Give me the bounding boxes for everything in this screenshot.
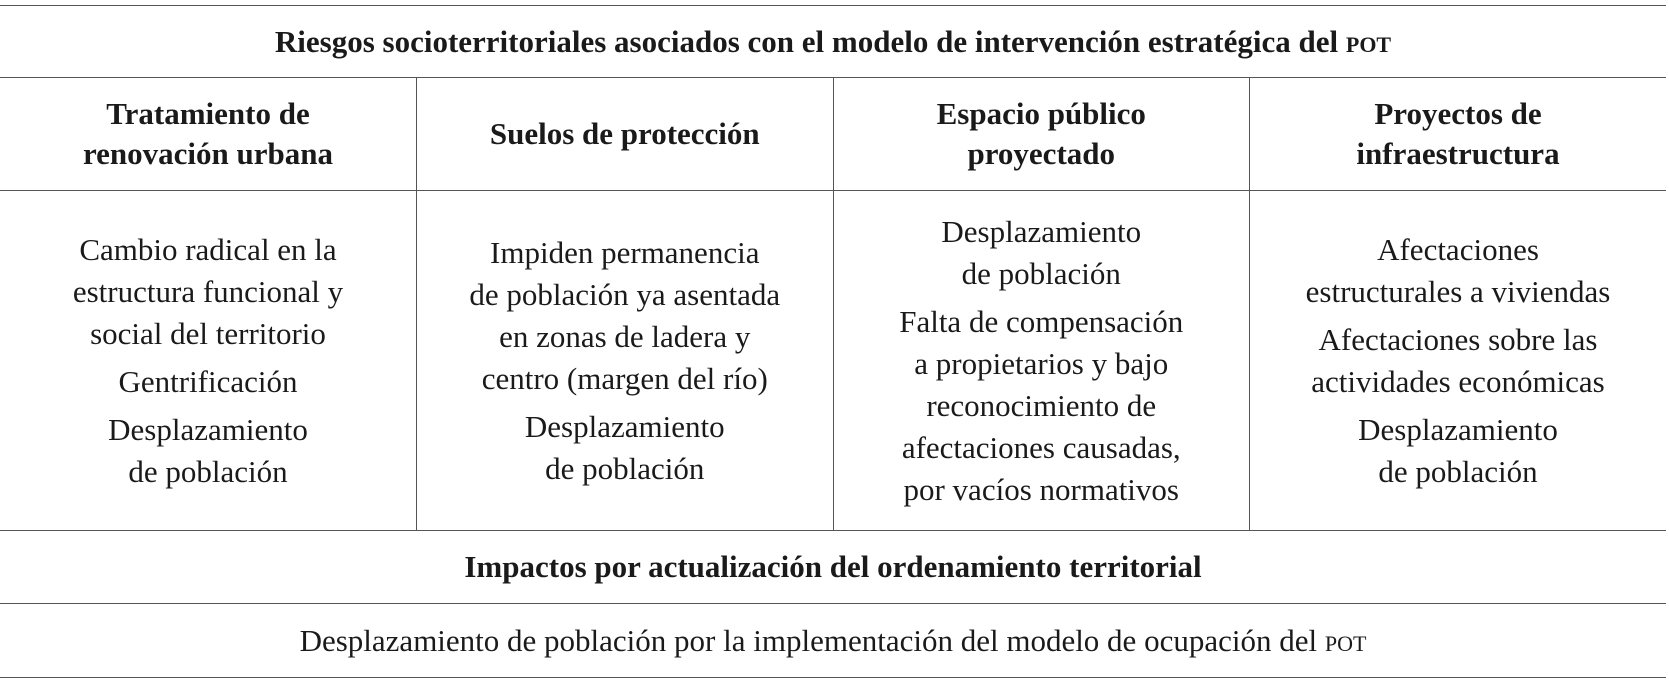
header-line: Tratamiento de — [106, 96, 310, 131]
risk-item-line: estructurales a viviendas — [1305, 273, 1611, 309]
risk-item-line: de población ya asentada — [469, 276, 781, 312]
risk-item-line: estructura funcional y — [72, 273, 344, 309]
impacts-text — [0, 604, 1666, 678]
risk-item-line: centro (margen del río) — [481, 360, 768, 396]
risk-item — [6, 361, 410, 403]
column-cell — [833, 191, 1250, 531]
risk-item-line: Falta de compensación — [899, 303, 1184, 339]
header-line: renovación urbana — [82, 136, 334, 171]
title-abbr: pot — [1345, 23, 1392, 59]
risk-item — [6, 409, 410, 493]
impacts-abbr: pot — [1324, 622, 1367, 658]
risk-item-line: afectaciones causadas, — [901, 429, 1181, 465]
risk-item-line: Gentrificación — [118, 363, 298, 399]
risk-item-line: por vacíos normativos — [903, 471, 1179, 507]
header-line: Espacio público — [936, 96, 1146, 131]
column-items — [0, 191, 1666, 531]
risk-item — [1256, 319, 1660, 403]
risk-item-line: Desplazamiento — [524, 408, 725, 444]
column-header — [0, 78, 417, 191]
risk-item-line: en zonas de ladera y — [499, 318, 751, 354]
risk-item — [423, 232, 827, 400]
risk-item — [6, 229, 410, 355]
risk-item-line: Desplazamiento — [108, 411, 308, 447]
header-line: Proyectos de — [1374, 96, 1542, 131]
column-cell — [0, 191, 417, 531]
header-line: infraestructura — [1356, 136, 1560, 171]
risk-item-line: Cambio radical en la — [79, 231, 337, 267]
header-line: Suelos de protección — [489, 116, 760, 151]
risk-item — [1256, 409, 1660, 493]
risk-item-line: de población — [128, 453, 288, 489]
risk-item — [840, 301, 1244, 511]
risk-item — [840, 211, 1244, 295]
title-text: Riesgos socioterritoriales asociados con el modelo de intervención estratégica del — [274, 23, 1339, 59]
impacts-heading: Impactos por actualización del ordenamiento territorial — [0, 531, 1666, 604]
risk-item — [1256, 229, 1660, 313]
risk-item-line: Desplazamiento — [941, 213, 1142, 249]
column-header — [833, 78, 1250, 191]
column-cell — [1250, 191, 1667, 531]
risk-item-line: actividades económicas — [1311, 363, 1605, 399]
risk-item-line: Desplazamiento — [1358, 411, 1558, 447]
risk-item-line: a propietarios y bajo — [914, 345, 1169, 381]
risk-item-line: Afectaciones — [1377, 231, 1539, 267]
risk-item-line: social del territorio — [90, 315, 326, 351]
risk-item-line: reconocimiento de — [926, 387, 1157, 423]
column-headers — [0, 78, 1666, 191]
table-title — [0, 6, 1666, 78]
risk-item-line: de población — [545, 450, 705, 486]
column-header — [417, 78, 834, 191]
risk-item-line: Afectaciones sobre las — [1318, 321, 1598, 357]
risks-table — [0, 5, 1666, 678]
risk-item-line: Impiden permanencia — [490, 234, 760, 270]
column-cell — [417, 191, 834, 531]
header-line: proyectado — [967, 136, 1116, 171]
risk-item-line: de población — [961, 255, 1121, 291]
risk-item-line: de población — [1378, 453, 1538, 489]
impacts-text-body: Desplazamiento de población por la implementación del modelo de ocupación del — [299, 622, 1318, 658]
risk-item — [423, 406, 827, 490]
column-header — [1250, 78, 1667, 191]
